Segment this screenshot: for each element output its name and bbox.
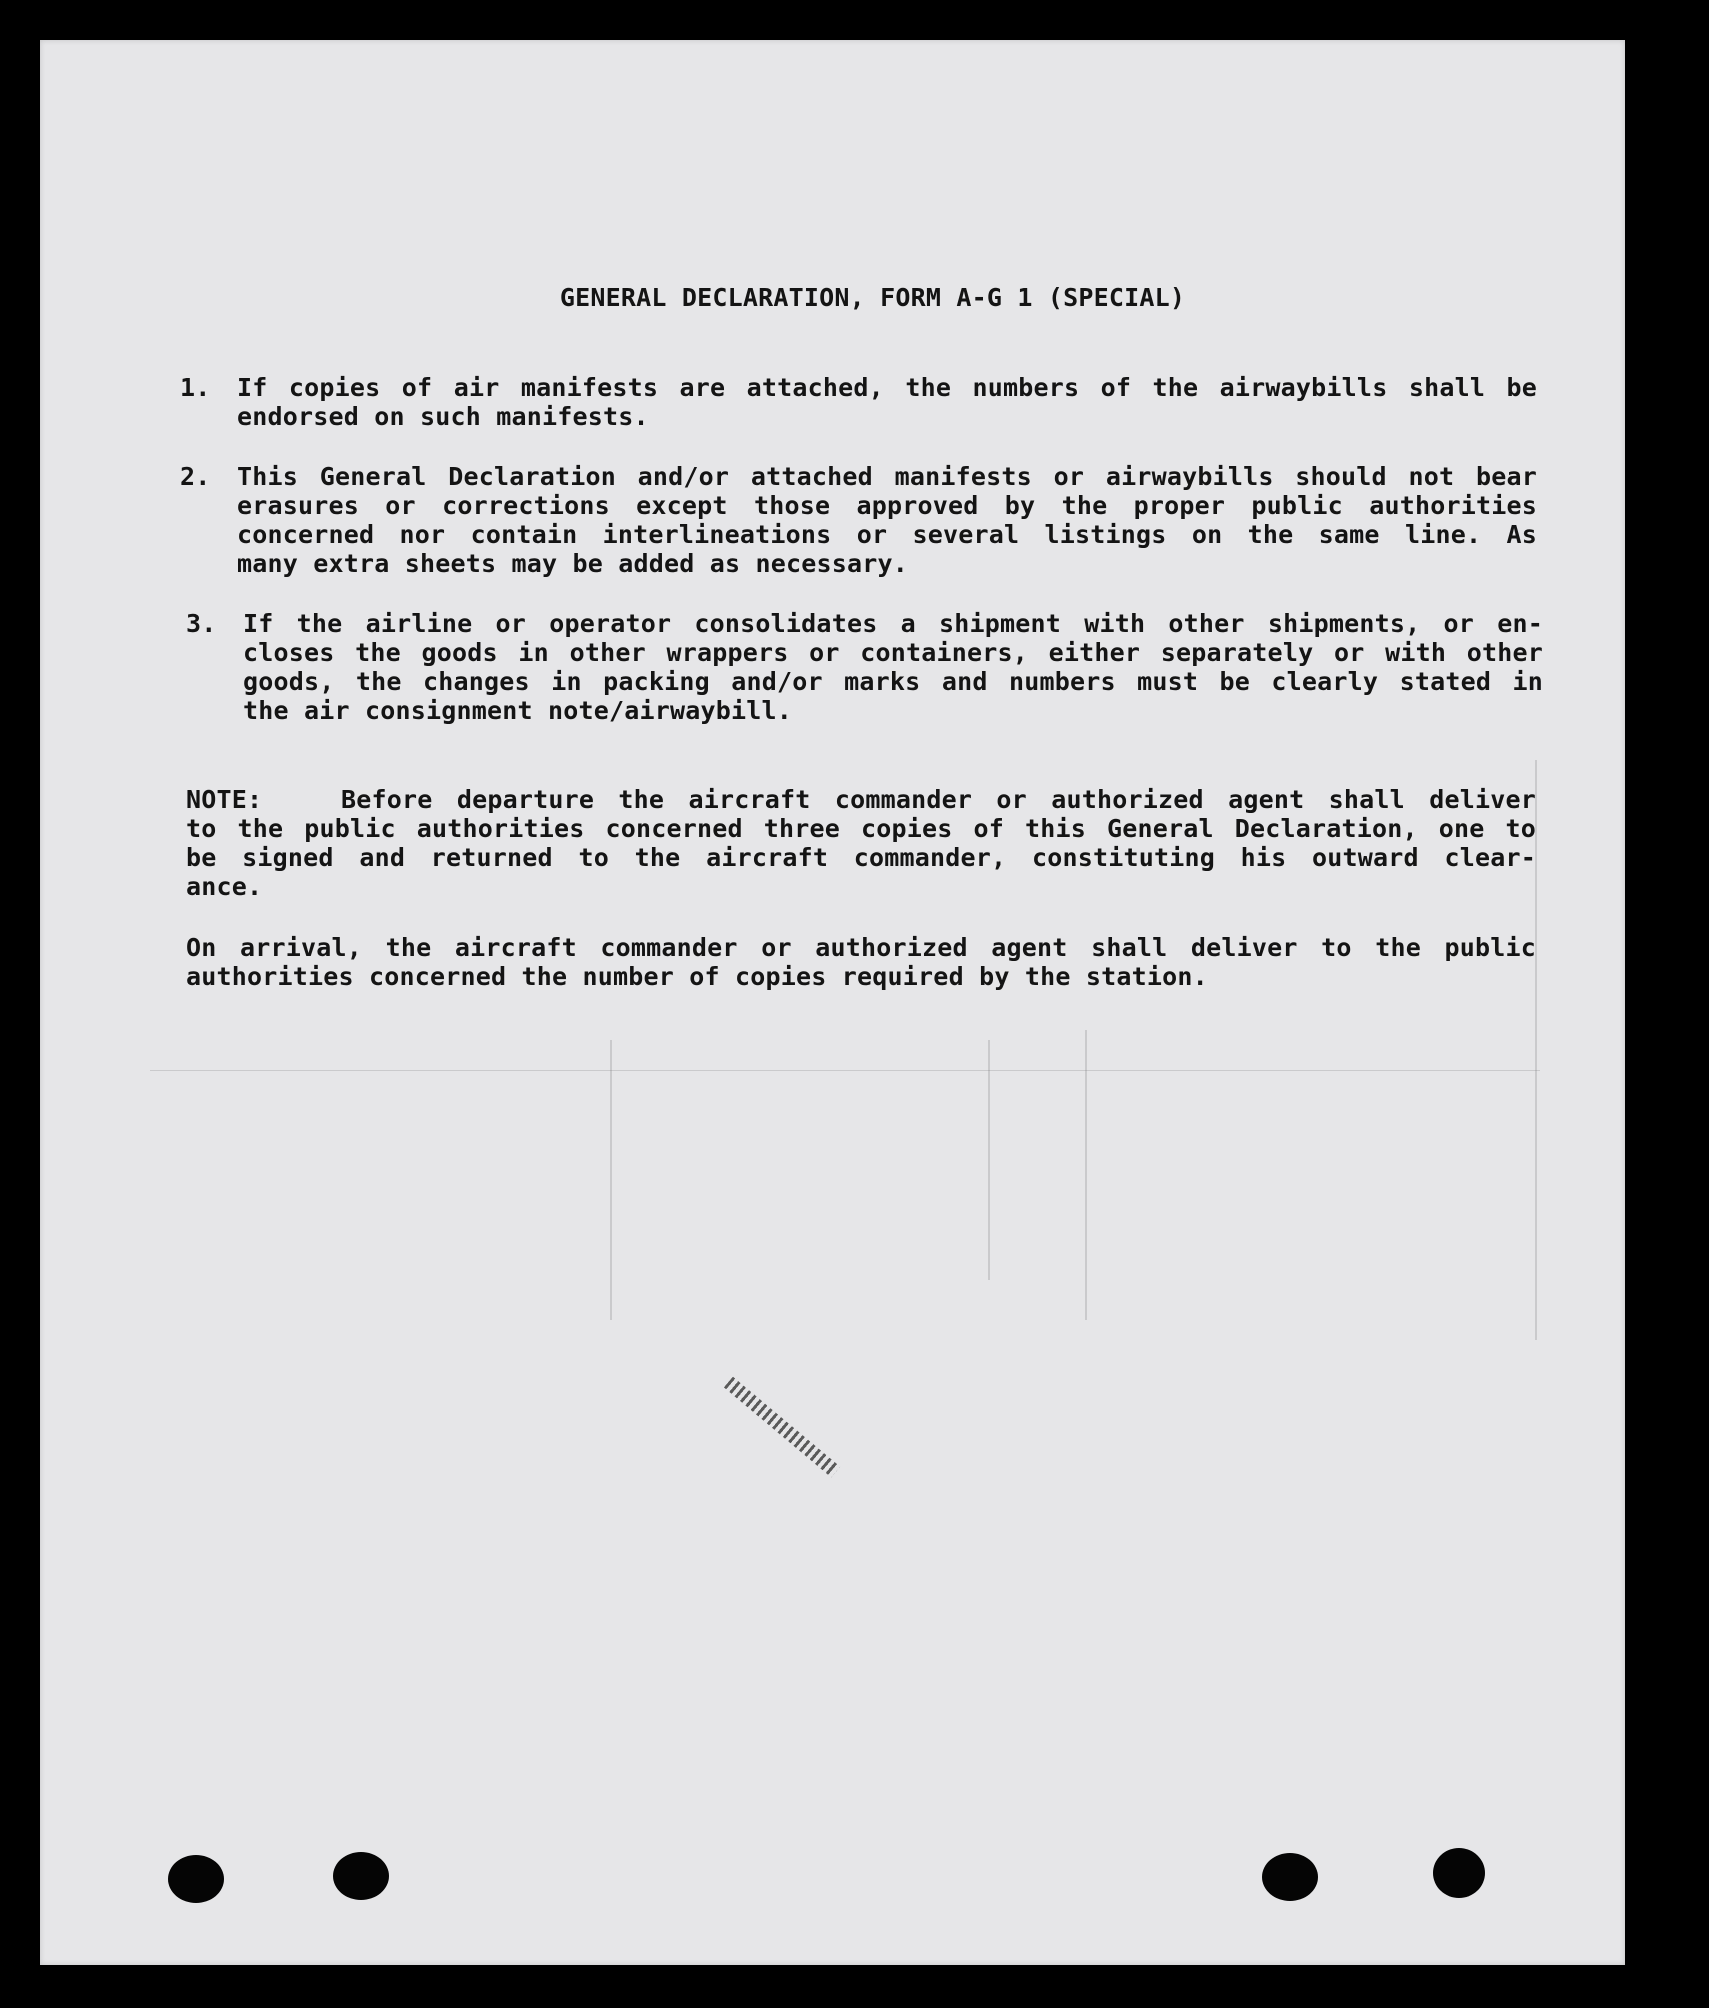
page-title: GENERAL DECLARATION, FORM A-G 1 (SPECIAL)	[559, 283, 1186, 312]
arrival-line: authorities concerned the number of copies required by the station.	[186, 962, 1208, 991]
item-number: 3.	[186, 609, 217, 638]
note-line: to the public authorities concerned three copies of this General Declaration, one to	[186, 814, 1536, 843]
item-line: goods, the changes in packing and/or marks and numbers must be clearly stated in	[243, 667, 1543, 696]
item-line: concerned nor contain interlineations or several listings on the same line. As	[237, 520, 1537, 549]
note-label: NOTE:	[186, 785, 263, 814]
item-line: If the airline or operator consolidates a shipment with other shipments, or en-	[243, 609, 1543, 638]
ink-smudge	[724, 1377, 840, 1478]
item-line: the air consignment note/airwaybill.	[243, 696, 793, 725]
document-page	[40, 40, 1625, 1965]
arrival-line: On arrival, the aircraft commander or authorized agent shall deliver to the public	[186, 933, 1536, 962]
item-number: 1.	[180, 373, 211, 402]
item-text	[237, 462, 1537, 578]
punch-hole	[1433, 1848, 1485, 1898]
item-line: This General Declaration and/or attached manifests or airwaybills should not bear	[237, 462, 1537, 491]
bleed-through-line	[150, 1070, 1540, 1071]
item-line: many extra sheets may be added as necessary.	[237, 549, 909, 578]
item-line: erasures or corrections except those approved by the proper public authorities	[237, 491, 1537, 520]
note-line	[186, 785, 1536, 814]
item-line: If copies of air manifests are attached, the numbers of the airwaybills shall be	[237, 373, 1537, 402]
punch-hole	[168, 1855, 224, 1903]
punch-hole	[1262, 1853, 1318, 1901]
note-paragraph	[186, 785, 1536, 901]
note-line: ance.	[186, 872, 263, 901]
item-text	[237, 373, 1537, 431]
bleed-through-line	[988, 1040, 990, 1280]
item-line: closes the goods in other wrappers or containers, either separately or with other	[243, 638, 1543, 667]
item-text	[243, 609, 1543, 725]
punch-hole	[333, 1852, 389, 1900]
item-number: 2.	[180, 462, 211, 491]
note-line: be signed and returned to the aircraft commander, constituting his outward clear-	[186, 843, 1536, 872]
arrival-paragraph	[186, 933, 1536, 991]
bleed-through-line	[1085, 1030, 1087, 1320]
note-text: Before departure the aircraft commander or authorized agent shall deliver	[341, 785, 1536, 814]
bleed-through-line	[610, 1040, 612, 1320]
item-line: endorsed on such manifests.	[237, 402, 649, 431]
